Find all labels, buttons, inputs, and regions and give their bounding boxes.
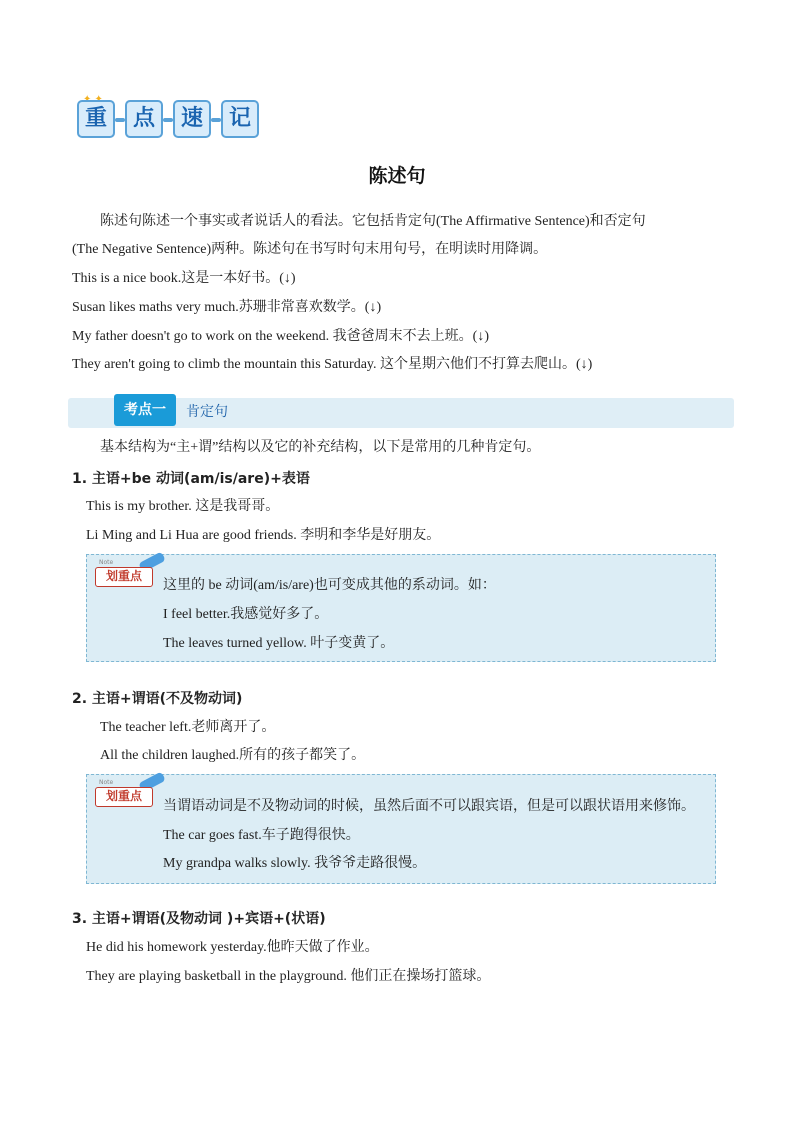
- badge-char: 重: [77, 100, 115, 138]
- note-example: The leaves turned yellow. 叶子变黄了。: [163, 636, 395, 651]
- example-sentence: They aren't going to climb the mountain this Saturday. 这个星期六他们不打算去爬山。(↓): [72, 357, 593, 372]
- structure-heading: 3. 主语+谓语(及物动词 )+宾语+(状语): [72, 911, 326, 927]
- structure-example: They are playing basketball in the playground. 他们正在操场打篮球。: [86, 969, 491, 984]
- intro-line: 陈述句陈述一个事实或者说话人的看法。它包括肯定句(The Affirmative Sentence)和否定句: [100, 214, 646, 229]
- structure-example: He did his homework yesterday.他昨天做了作业。: [86, 940, 379, 955]
- badge-char: 点: [125, 100, 163, 138]
- structure-heading: 1. 主语+be 动词(am/is/are)+表语: [72, 471, 310, 487]
- structure-example: All the children laughed.所有的孩子都笑了。: [100, 748, 366, 763]
- section-tag: 考点一: [114, 394, 176, 426]
- note-example: I feel better.我感觉好多了。: [163, 607, 329, 622]
- highlight-note-icon: Note 划重点: [93, 557, 165, 591]
- structure-example: Li Ming and Li Hua are good friends. 李明和李华是好朋友。: [86, 528, 441, 543]
- badge-char: 速: [173, 100, 211, 138]
- page-title: 陈述句: [368, 165, 426, 187]
- note-example: The car goes fast.车子跑得很快。: [163, 828, 360, 843]
- example-sentence: Susan likes maths very much.苏珊非常喜欢数学。(↓): [72, 300, 382, 315]
- badge-char: 记: [221, 100, 259, 138]
- section-badge: [77, 100, 267, 142]
- note-example: My grandpa walks slowly. 我爷爷走路很慢。: [163, 856, 427, 871]
- badge-connector: [163, 118, 173, 122]
- badge-connector: [211, 118, 221, 122]
- section-label: 肯定句: [186, 404, 228, 420]
- structure-heading: 2. 主语+谓语(不及物动词): [72, 691, 243, 707]
- note-text: 当谓语动词是不及物动词的时候，虽然后面不可以跟宾语，但是可以跟状语用来修饰。: [163, 799, 695, 814]
- highlight-note-icon: Note 划重点: [93, 777, 165, 811]
- section-header: [68, 398, 734, 428]
- example-sentence: My father doesn't go to work on the weekend. 我爸爸周末不去上班。(↓): [72, 329, 490, 344]
- intro-line: (The Negative Sentence)两种。陈述句在书写时句末用句号，在明读时用降调。: [72, 242, 548, 257]
- note-text: 这里的 be 动词(am/is/are)也可变成其他的系动词。如：: [163, 578, 496, 593]
- note-box: [86, 774, 716, 884]
- badge-connector: [115, 118, 125, 122]
- example-sentence: This is a nice book.这是一本好书。(↓): [72, 271, 296, 286]
- note-box: [86, 554, 716, 662]
- structure-example: This is my brother. 这是我哥哥。: [86, 499, 280, 514]
- structure-example: The teacher left.老师离开了。: [100, 720, 276, 735]
- section-description: 基本结构为“主+谓”结构以及它的补充结构，以下是常用的几种肯定句。: [100, 440, 541, 455]
